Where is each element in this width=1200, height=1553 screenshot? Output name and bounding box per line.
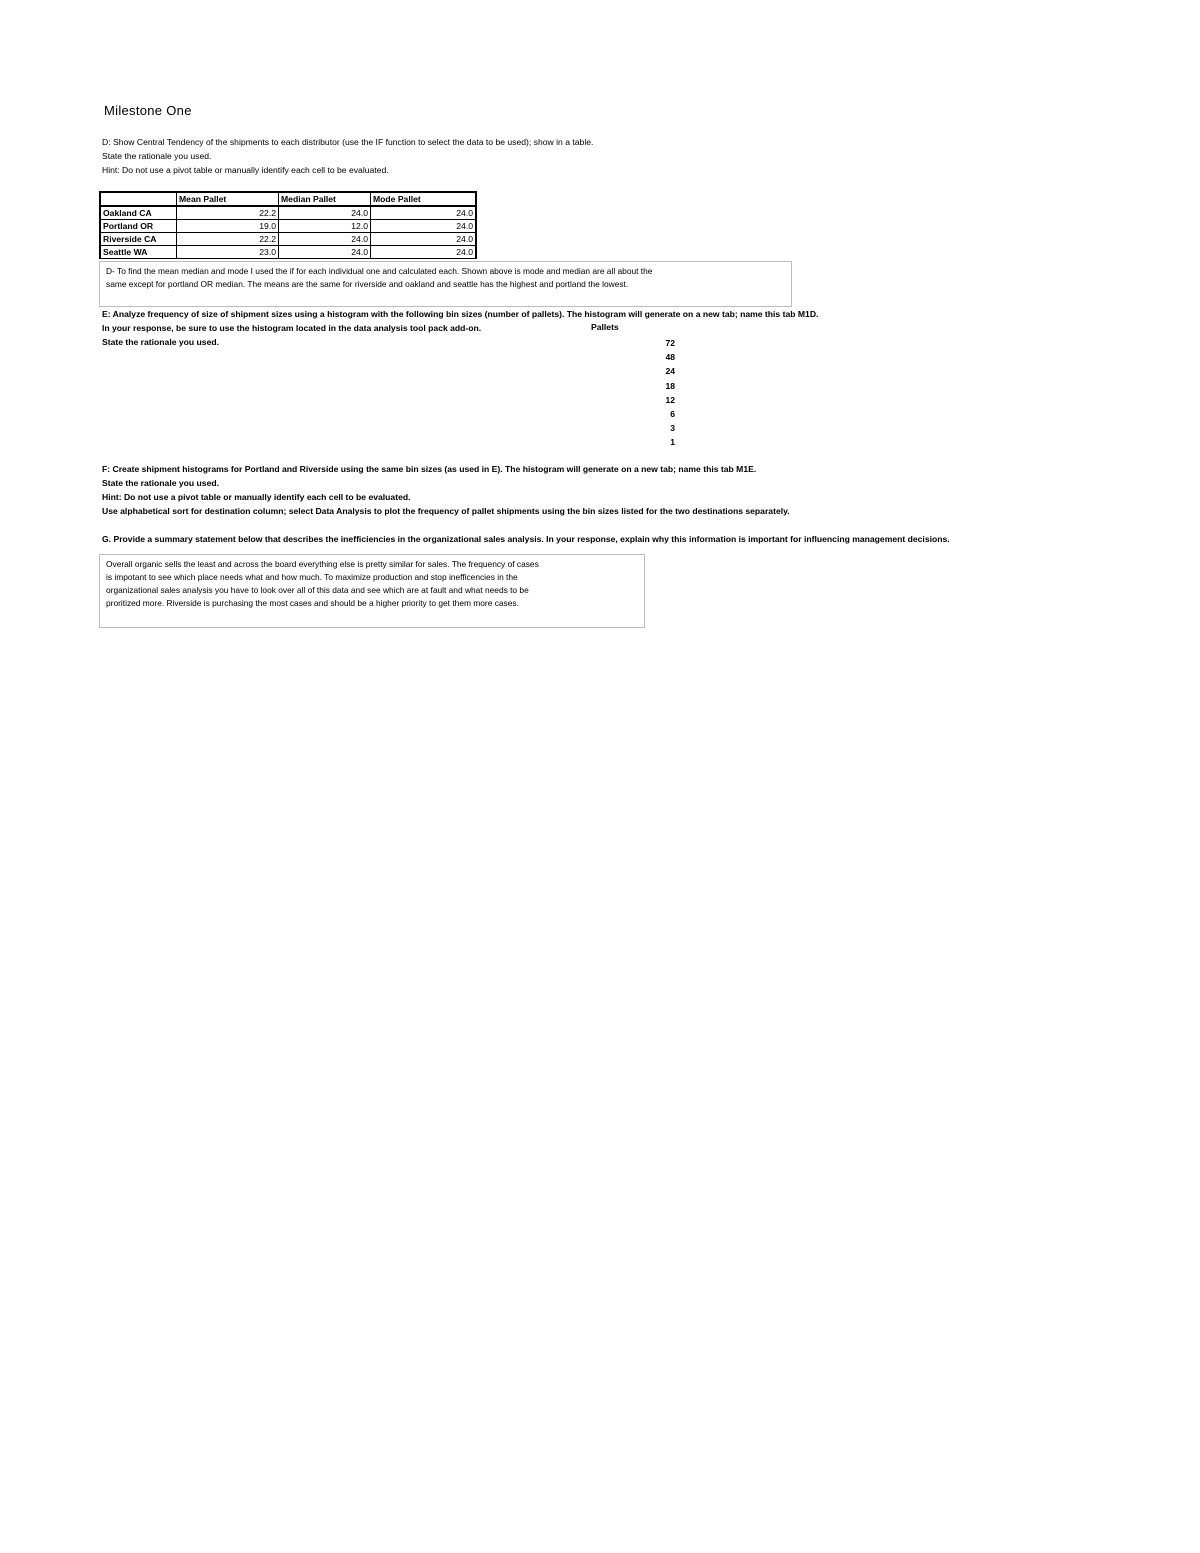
central-tendency-table-region	[96, 191, 486, 259]
bin-size-cell[interactable]: 24	[665, 366, 675, 377]
mean-cell[interactable]: 22.2	[177, 233, 279, 246]
table-row	[100, 220, 476, 233]
answer-line: is impotant to see which place needs what and how much. To maximize production and stop inefficencies in the	[106, 572, 518, 582]
mean-cell[interactable]: 22.2	[177, 206, 279, 220]
bin-size-cell[interactable]: 12	[665, 394, 675, 405]
table-row	[100, 233, 476, 246]
answer-line: proritized more. Riverside is purchasing the most cases and should be a higher priority to get them more cases.	[106, 598, 519, 608]
table-row	[100, 206, 476, 220]
bin-size-cell[interactable]: 72	[665, 338, 675, 348]
pallets-column-header[interactable]: Pallets	[591, 322, 619, 332]
mode-cell[interactable]: 24.0	[371, 233, 477, 246]
median-cell[interactable]: 24.0	[279, 206, 371, 220]
section-g-instruction: G. Provide a summary statement below that describes the inefficiencies in the organizational sales analysis. In your response, explain why this information is important for influencing management decisions.	[102, 534, 950, 544]
mean-cell[interactable]: 19.0	[177, 220, 279, 233]
mode-cell[interactable]: 24.0	[371, 246, 477, 259]
header-cell-blank[interactable]	[100, 192, 177, 206]
median-cell[interactable]: 24.0	[279, 246, 371, 259]
table-row	[100, 246, 476, 259]
bin-size-cell[interactable]: 3	[670, 423, 675, 434]
page-title: Milestone One	[104, 103, 192, 118]
summary-answer-box[interactable]	[99, 554, 645, 628]
answer-line: Overall organic sells the least and across the board everything else is pretty similar for sales. The frequency of cases	[106, 559, 539, 569]
mean-cell[interactable]: 23.0	[177, 246, 279, 259]
section-f-instruction: F: Create shipment histograms for Portland and Riverside using the same bin sizes (as used in E). The histogram will generate on a new tab; name this tab M1E.	[102, 464, 757, 474]
row-label[interactable]: Seattle WA	[100, 246, 177, 259]
median-cell[interactable]: 12.0	[279, 220, 371, 233]
central-tendency-table	[99, 191, 477, 259]
section-d-rationale: State the rationale you used.	[102, 151, 212, 161]
header-median-pallet[interactable]: Median Pallet	[279, 192, 371, 206]
row-label[interactable]: Oakland CA	[100, 206, 177, 220]
section-e-rationale: State the rationale you used.	[102, 337, 219, 347]
section-d-hint: Hint: Do not use a pivot table or manually identify each cell to be evaluated.	[102, 165, 389, 175]
section-e-note: In your response, be sure to use the histogram located in the data analysis tool pack add-on.	[102, 323, 482, 333]
central-tendency-answer-box[interactable]	[99, 261, 792, 307]
bin-sizes-list	[640, 336, 675, 450]
section-e-instruction: E: Analyze frequency of size of shipment sizes using a histogram with the following bin sizes (number of pallets). The histogram will generate on a new tab; name this tab M1D.	[102, 309, 819, 319]
row-label[interactable]: Riverside CA	[100, 233, 177, 246]
section-f-sort-note: Use alphabetical sort for destination column; select Data Analysis to plot the frequency of pallet shipments using the bin sizes listed for the two destinations separately.	[102, 506, 790, 516]
header-mean-pallet[interactable]: Mean Pallet	[177, 192, 279, 206]
mode-cell[interactable]: 24.0	[371, 206, 477, 220]
mode-cell[interactable]: 24.0	[371, 220, 477, 233]
section-f-hint: Hint: Do not use a pivot table or manually identify each cell to be evaluated.	[102, 492, 411, 502]
section-d-instruction: D: Show Central Tendency of the shipments to each distributor (use the IF function to select the data to be used); show in a table.	[102, 137, 594, 147]
bin-size-cell[interactable]: 1	[670, 437, 675, 448]
answer-line: organizational sales analysis you have to look over all of this data and see which are at fault and what needs to be	[106, 585, 529, 595]
header-mode-pallet[interactable]: Mode Pallet	[371, 192, 477, 206]
table-header-row	[100, 192, 476, 206]
bin-size-cell[interactable]: 6	[670, 408, 675, 419]
section-f-rationale: State the rationale you used.	[102, 478, 219, 488]
bin-size-cell[interactable]: 18	[665, 380, 675, 391]
median-cell[interactable]: 24.0	[279, 233, 371, 246]
answer-line: same except for portland OR median. The means are the same for riverside and oakland and seattle has the highest and portland the lowest.	[106, 279, 629, 289]
row-label[interactable]: Portland OR	[100, 220, 177, 233]
bin-size-cell[interactable]: 48	[665, 352, 675, 363]
answer-line: D- To find the mean median and mode I used the if for each individual one and calculated each. Shown above is mode and median are all about the	[106, 266, 653, 276]
